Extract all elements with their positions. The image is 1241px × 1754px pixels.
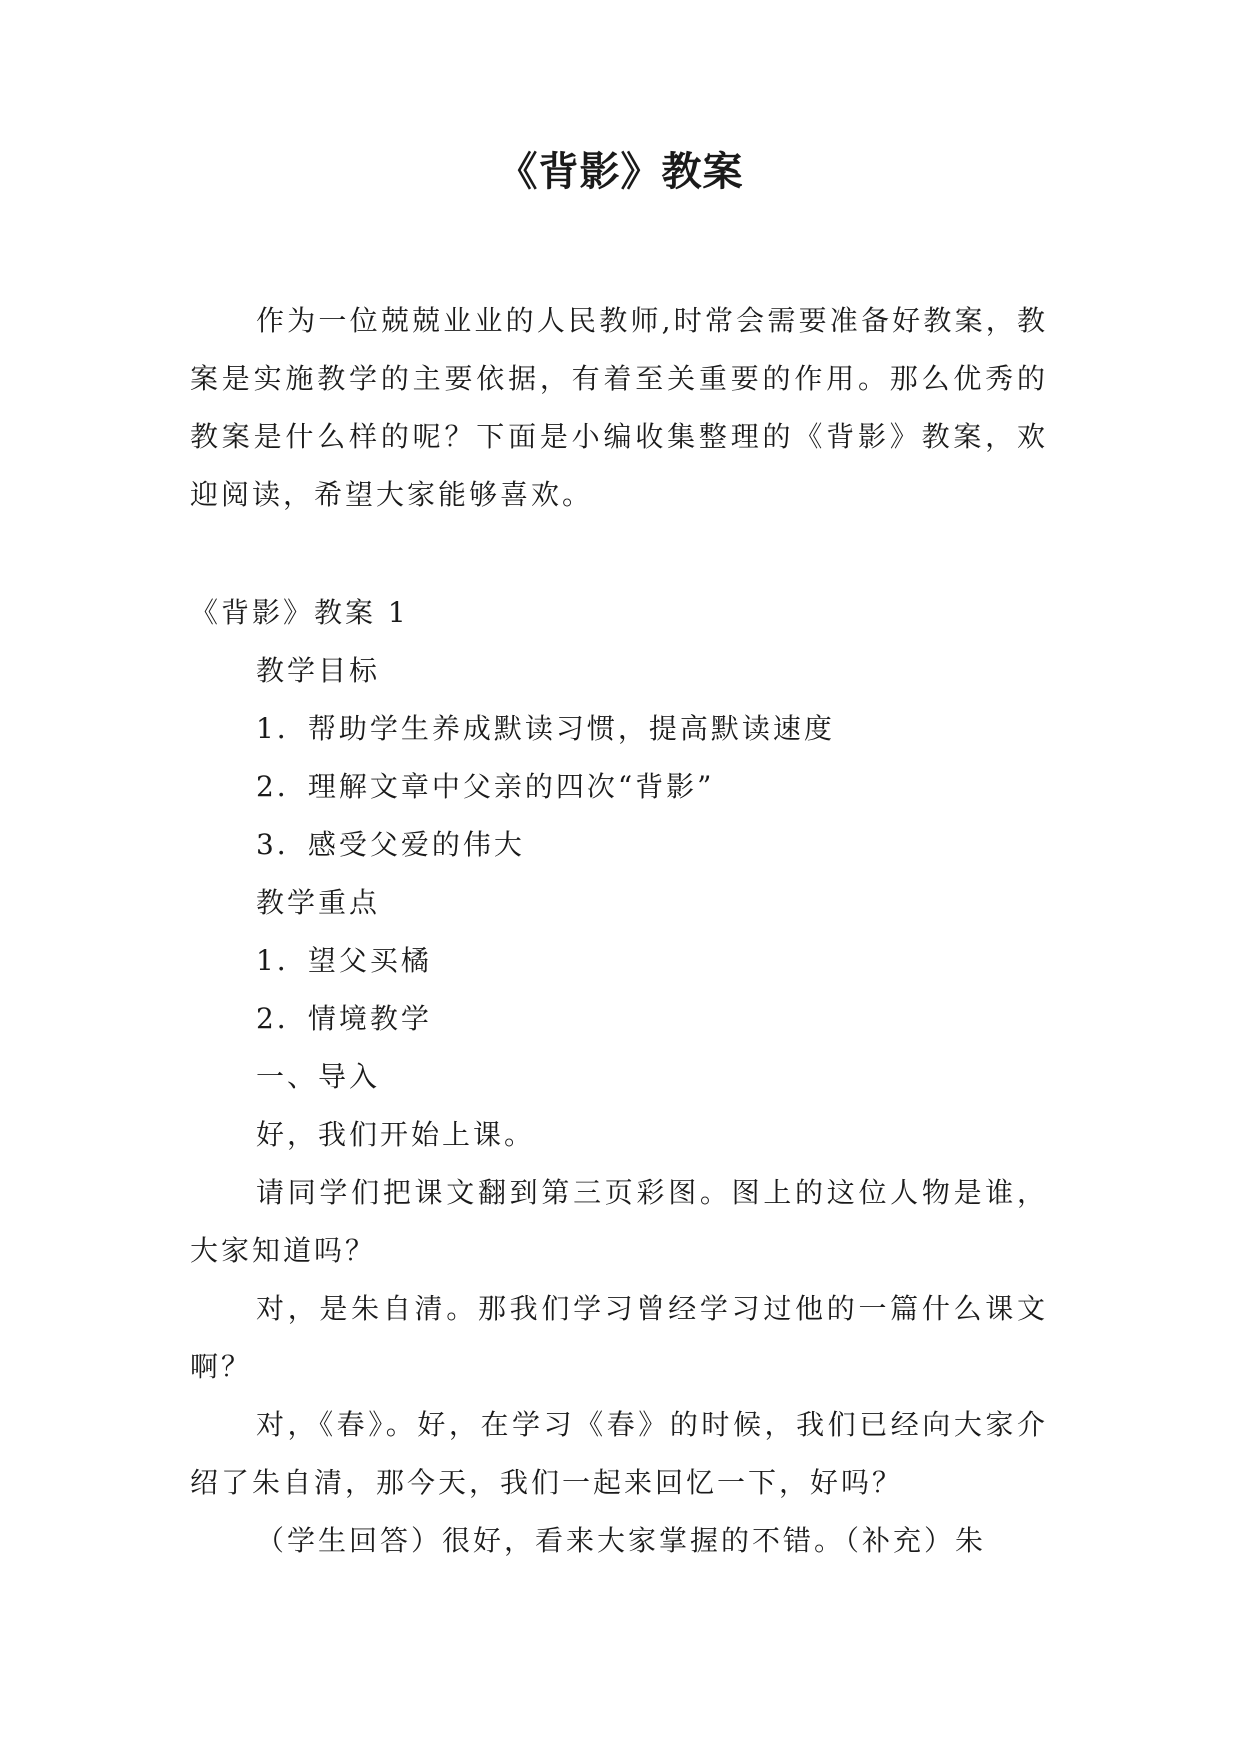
lesson-plan-section bbox=[190, 584, 1048, 1570]
paragraph: 3．感受父爱的伟大 bbox=[256, 828, 525, 861]
paragraph: 2．情境教学 bbox=[256, 1002, 432, 1035]
paragraph: 教学目标 bbox=[256, 654, 381, 687]
intro-paragraph bbox=[190, 292, 1048, 524]
paragraph: 教学重点 bbox=[256, 886, 381, 919]
paragraph: 2．理解文章中父亲的四次“背影” bbox=[256, 770, 715, 803]
paragraph: 1．望父买橘 bbox=[256, 944, 432, 977]
document-title: 《背影》教案 bbox=[497, 149, 744, 195]
paragraph: 1．帮助学生养成默读习惯，提高默读速度 bbox=[256, 712, 835, 745]
paragraph: 请同学们把课文翻到第三页彩图。图上的这位人物是谁，大家知道吗？ bbox=[190, 1176, 1048, 1267]
paragraph: 对，是朱自清。那我们学习曾经学习过他的一篇什么课文啊？ bbox=[190, 1292, 1048, 1383]
paragraph: 对，《春》。好，在学习《春》的时候，我们已经向大家介绍了朱自清，那今天，我们一起来回忆一下，好吗？ bbox=[190, 1408, 1048, 1499]
section-heading: 《背影》教案 1 bbox=[190, 596, 409, 629]
paragraph: 好，我们开始上课。 bbox=[256, 1118, 536, 1151]
paragraph: （学生回答）很好，看来大家掌握的不错。（补充）朱 bbox=[256, 1524, 987, 1557]
intro-text: 作为一位兢兢业业的人民教师,时常会需要准备好教案，教案是实施教学的主要依据，有着至关重要的作用。那么优秀的教案是什么样的呢？下面是小编收集整理的《背影》教案，欢迎阅读，希望大家能够喜欢。 bbox=[190, 304, 1048, 511]
paragraph: 一、导入 bbox=[256, 1060, 381, 1093]
